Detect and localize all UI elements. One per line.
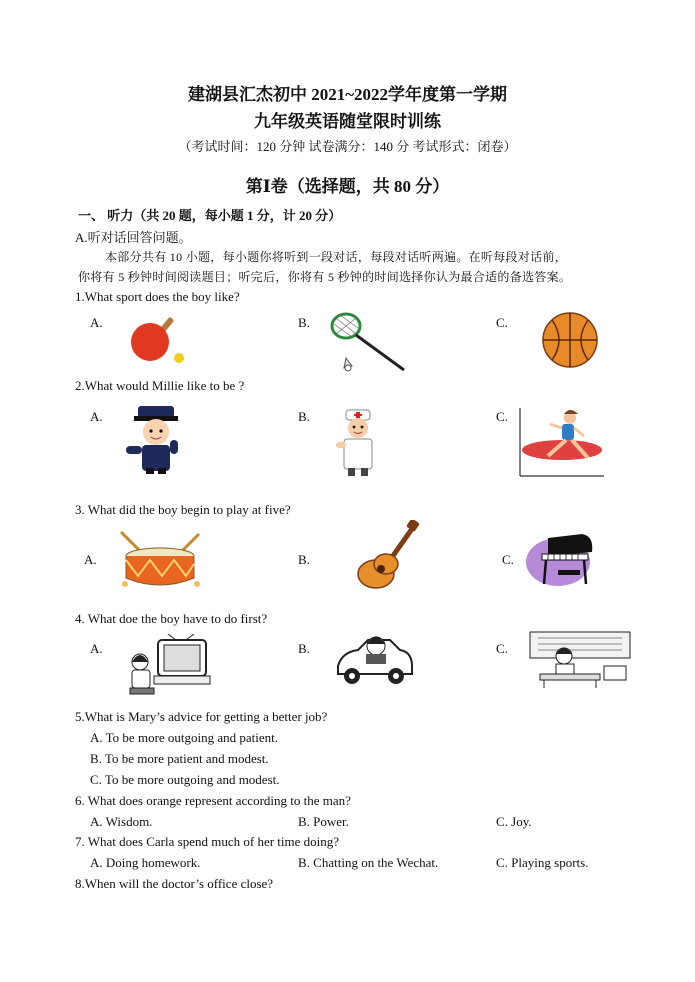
q2-option-b-label: B. <box>298 409 310 424</box>
question-8: 8.When will the doctor’s office close? <box>75 876 274 891</box>
question-5: 5.What is Mary’s advice for getting a better job? <box>75 709 328 724</box>
watching-tv-icon <box>124 634 218 696</box>
q2-option-a-label: A. <box>90 409 103 424</box>
question-1: 1.What sport does the boy like? <box>75 289 240 304</box>
part-a-heading: A.听对话回答问题。 <box>75 230 192 245</box>
q1-option-b-label: B. <box>298 315 310 330</box>
drum-icon <box>115 530 205 590</box>
question-4: 4. What doe the boy have to do first? <box>75 611 268 626</box>
q3-option-b-label: B. <box>298 552 310 567</box>
q1-option-c-label: C. <box>496 315 508 330</box>
q5-option-b: B. To be more patient and modest. <box>90 751 269 766</box>
q6-option-a: A. Wisdom. <box>90 814 153 829</box>
q2-option-c-label: C. <box>496 409 508 424</box>
q6-option-c: C. Joy. <box>496 814 532 829</box>
question-7: 7. What does Carla spend much of her time doing? <box>75 834 340 849</box>
exam-info: （考试时间：120 分钟 试卷满分：140 分 考试形式：闭卷） <box>178 139 517 154</box>
ping-pong-paddle-icon <box>128 312 192 368</box>
q5-option-a: A. To be more outgoing and patient. <box>90 730 279 745</box>
exam-subtitle: 九年级英语随堂限时训练 <box>254 112 441 131</box>
police-officer-icon <box>118 404 196 476</box>
question-3: 3. What did the boy begin to play at five? <box>75 502 291 517</box>
question-2: 2.What would Millie like to be ? <box>75 378 245 393</box>
exam-title: 建湖县汇杰初中 2021~2022学年度第一学期 <box>187 85 508 104</box>
student-at-desk-icon <box>528 630 632 690</box>
instruction-line-2: 你将有 5 秒钟时间阅读题目；听完后，你将有 5 秒钟的时间选择你认为最合适的备选答案。 <box>78 270 572 284</box>
q4-option-b-label: B. <box>298 641 310 656</box>
question-6: 6. What does orange represent according to the man? <box>75 793 351 808</box>
q3-option-a-label: A. <box>84 552 97 567</box>
q4-option-c-label: C. <box>496 641 508 656</box>
volume-heading: 第Ⅰ卷（选择题，共 80 分） <box>245 177 450 196</box>
runner-icon <box>518 406 606 478</box>
doctor-icon <box>332 408 384 478</box>
basketball-icon <box>540 310 600 370</box>
piano-icon <box>522 528 604 590</box>
q5-option-c: C. To be more outgoing and modest. <box>90 772 280 787</box>
car-icon <box>332 630 416 686</box>
q7-option-c: C. Playing sports. <box>496 855 589 870</box>
guitar-icon <box>354 520 420 592</box>
q1-option-a-label: A. <box>90 315 103 330</box>
q6-option-b: B. Power. <box>298 814 349 829</box>
q4-option-a-label: A. <box>90 641 103 656</box>
q3-option-c-label: C. <box>502 552 514 567</box>
instruction-line-1: 本部分共有 10 小题，每小题你将听到一段对话，每段对话听两遍。在听每段对话前， <box>105 250 568 264</box>
q7-option-a: A. Doing homework. <box>90 855 201 870</box>
badminton-racket-icon <box>326 308 410 376</box>
section-heading: 一、 听力（共 20 题，每小题 1 分，计 20 分） <box>78 208 342 223</box>
q7-option-b: B. Chatting on the Wechat. <box>298 855 439 870</box>
